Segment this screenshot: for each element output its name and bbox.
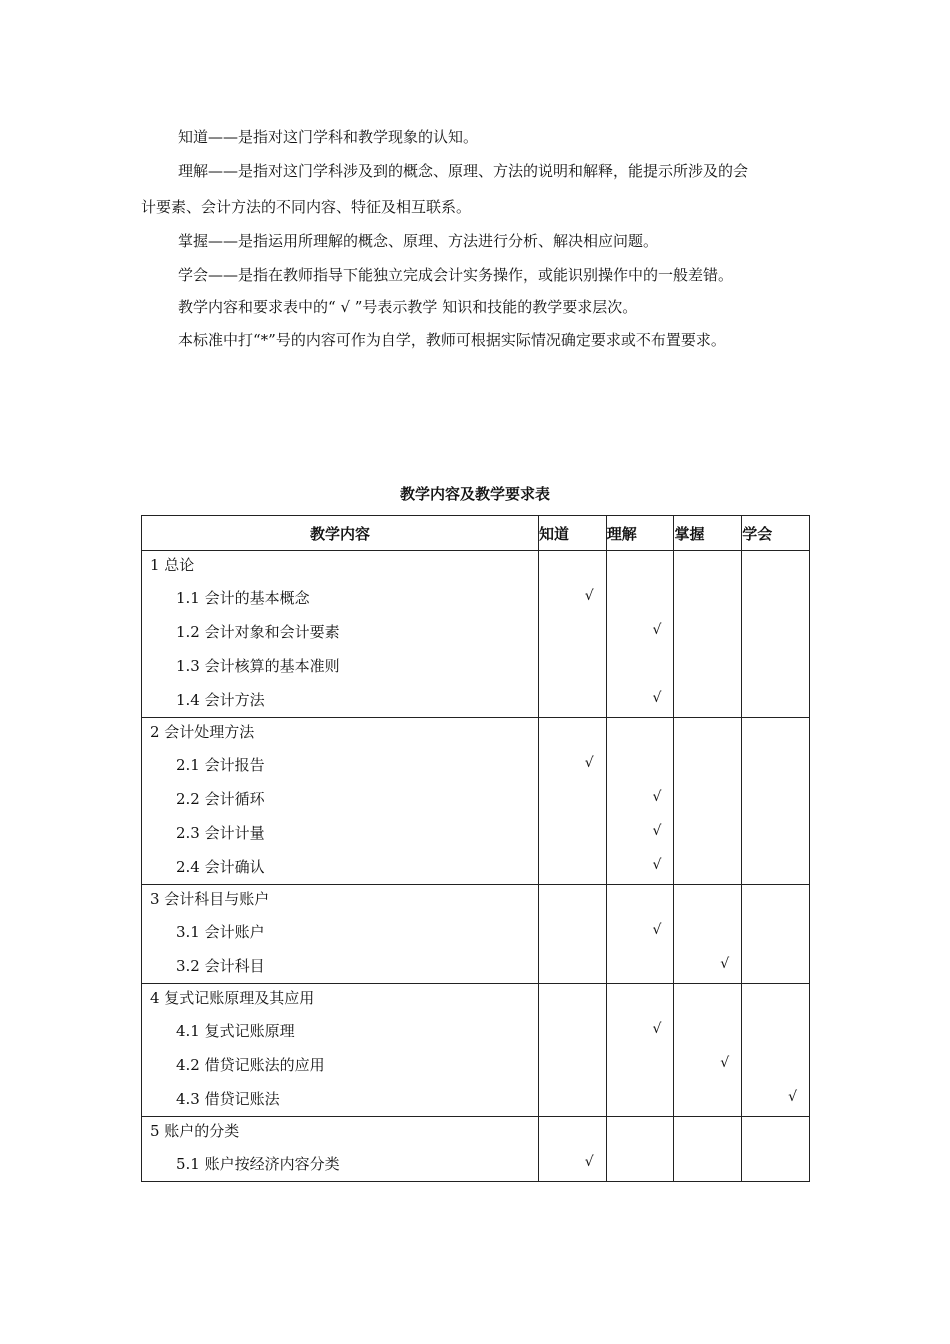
level-cell-know (538, 984, 606, 1117)
definition-understand: 理解——是指对这门学科涉及到的概念、原理、方法的说明和解释，能提示所涉及的会 (178, 162, 749, 180)
definition-learn: 学会——是指在教师指导下能独立完成会计实务操作，或能识别操作中的一般差错。 (178, 266, 734, 284)
content-cell (142, 718, 539, 885)
section-heading: 1 总论 (150, 556, 195, 574)
check-mark-note: 教学内容和要求表中的“ √ ”号表示教学 知识和技能的教学要求层次。 (178, 298, 638, 316)
table-body (142, 551, 810, 1182)
level-cell-know (538, 885, 606, 984)
check-mark: √ (720, 1055, 730, 1071)
topic-item: 4.2 借贷记账法的应用 (176, 1056, 325, 1074)
check-mark: √ (652, 622, 662, 638)
level-cell-understand (606, 885, 674, 984)
section-heading: 2 会计处理方法 (150, 723, 255, 741)
level-cell-master (674, 718, 742, 885)
requirements-table (141, 515, 810, 1182)
level-cell-master (674, 885, 742, 984)
check-mark: √ (788, 1089, 797, 1105)
topic-item: 2.1 会计报告 (176, 756, 265, 774)
header-master: 掌握 (674, 516, 742, 551)
topic-item: 1.2 会计对象和会计要素 (176, 623, 340, 641)
section-heading: 4 复式记账原理及其应用 (150, 989, 315, 1007)
topic-item: 5.1 账户按经济内容分类 (176, 1155, 340, 1173)
self-study-note: 本标准中打“*”号的内容可作为自学，教师可根据实际情况确定要求或不布置要求。 (178, 331, 726, 349)
level-cell-understand (606, 1117, 674, 1182)
level-cell-understand (606, 718, 674, 885)
level-cell-know (538, 718, 606, 885)
header-content: 教学内容 (142, 516, 539, 551)
definition-understand-continued: 计要素、会计方法的不同内容、特征及相互联系。 (141, 198, 472, 216)
level-cell-learn (742, 718, 810, 885)
level-cell-learn (742, 551, 810, 718)
definition-know: 知道——是指对这门学科和教学现象的认知。 (178, 128, 479, 146)
section-heading: 5 账户的分类 (150, 1122, 240, 1140)
topic-item: 1.4 会计方法 (176, 691, 265, 709)
check-mark: √ (652, 922, 662, 938)
header-understand: 理解 (606, 516, 674, 551)
header-know: 知道 (538, 516, 606, 551)
content-cell (142, 551, 539, 718)
level-cell-master (674, 551, 742, 718)
check-mark: √ (584, 755, 594, 771)
content-cell (142, 984, 539, 1117)
level-cell-know (538, 551, 606, 718)
topic-item: 4.3 借贷记账法 (176, 1090, 280, 1108)
topic-item: 1.3 会计核算的基本准则 (176, 657, 340, 675)
header-learn: 学会 (742, 516, 810, 551)
table-row (142, 885, 810, 984)
level-cell-know (538, 1117, 606, 1182)
table-row (142, 984, 810, 1117)
level-cell-learn (742, 1117, 810, 1182)
topic-item: 1.1 会计的基本概念 (176, 589, 310, 607)
level-cell-understand (606, 551, 674, 718)
content-cell (142, 1117, 539, 1182)
content-cell (142, 885, 539, 984)
level-cell-understand (606, 984, 674, 1117)
level-cell-learn (742, 984, 810, 1117)
check-mark: √ (652, 789, 662, 805)
table-row (142, 718, 810, 885)
topic-item: 2.4 会计确认 (176, 858, 265, 876)
definition-master: 掌握——是指运用所理解的概念、原理、方法进行分析、解决相应问题。 (178, 232, 659, 250)
check-mark: √ (652, 857, 662, 873)
topic-item: 3.2 会计科目 (176, 957, 265, 975)
topic-item: 4.1 复式记账原理 (176, 1022, 295, 1040)
check-mark: √ (652, 690, 662, 706)
table-header-row (142, 516, 810, 551)
check-mark: √ (652, 823, 662, 839)
check-mark: √ (652, 1021, 662, 1037)
level-cell-master (674, 984, 742, 1117)
section-heading: 3 会计科目与账户 (150, 890, 270, 908)
topic-item: 2.2 会计循环 (176, 790, 265, 808)
topic-item: 2.3 会计计量 (176, 824, 265, 842)
table-row (142, 551, 810, 718)
check-mark: √ (584, 1154, 594, 1170)
level-cell-learn (742, 885, 810, 984)
check-mark: √ (584, 588, 594, 604)
check-mark: √ (720, 956, 730, 972)
topic-item: 3.1 会计账户 (176, 923, 265, 941)
level-cell-master (674, 1117, 742, 1182)
table-title: 教学内容及教学要求表 (399, 485, 550, 503)
table-row (142, 1117, 810, 1182)
